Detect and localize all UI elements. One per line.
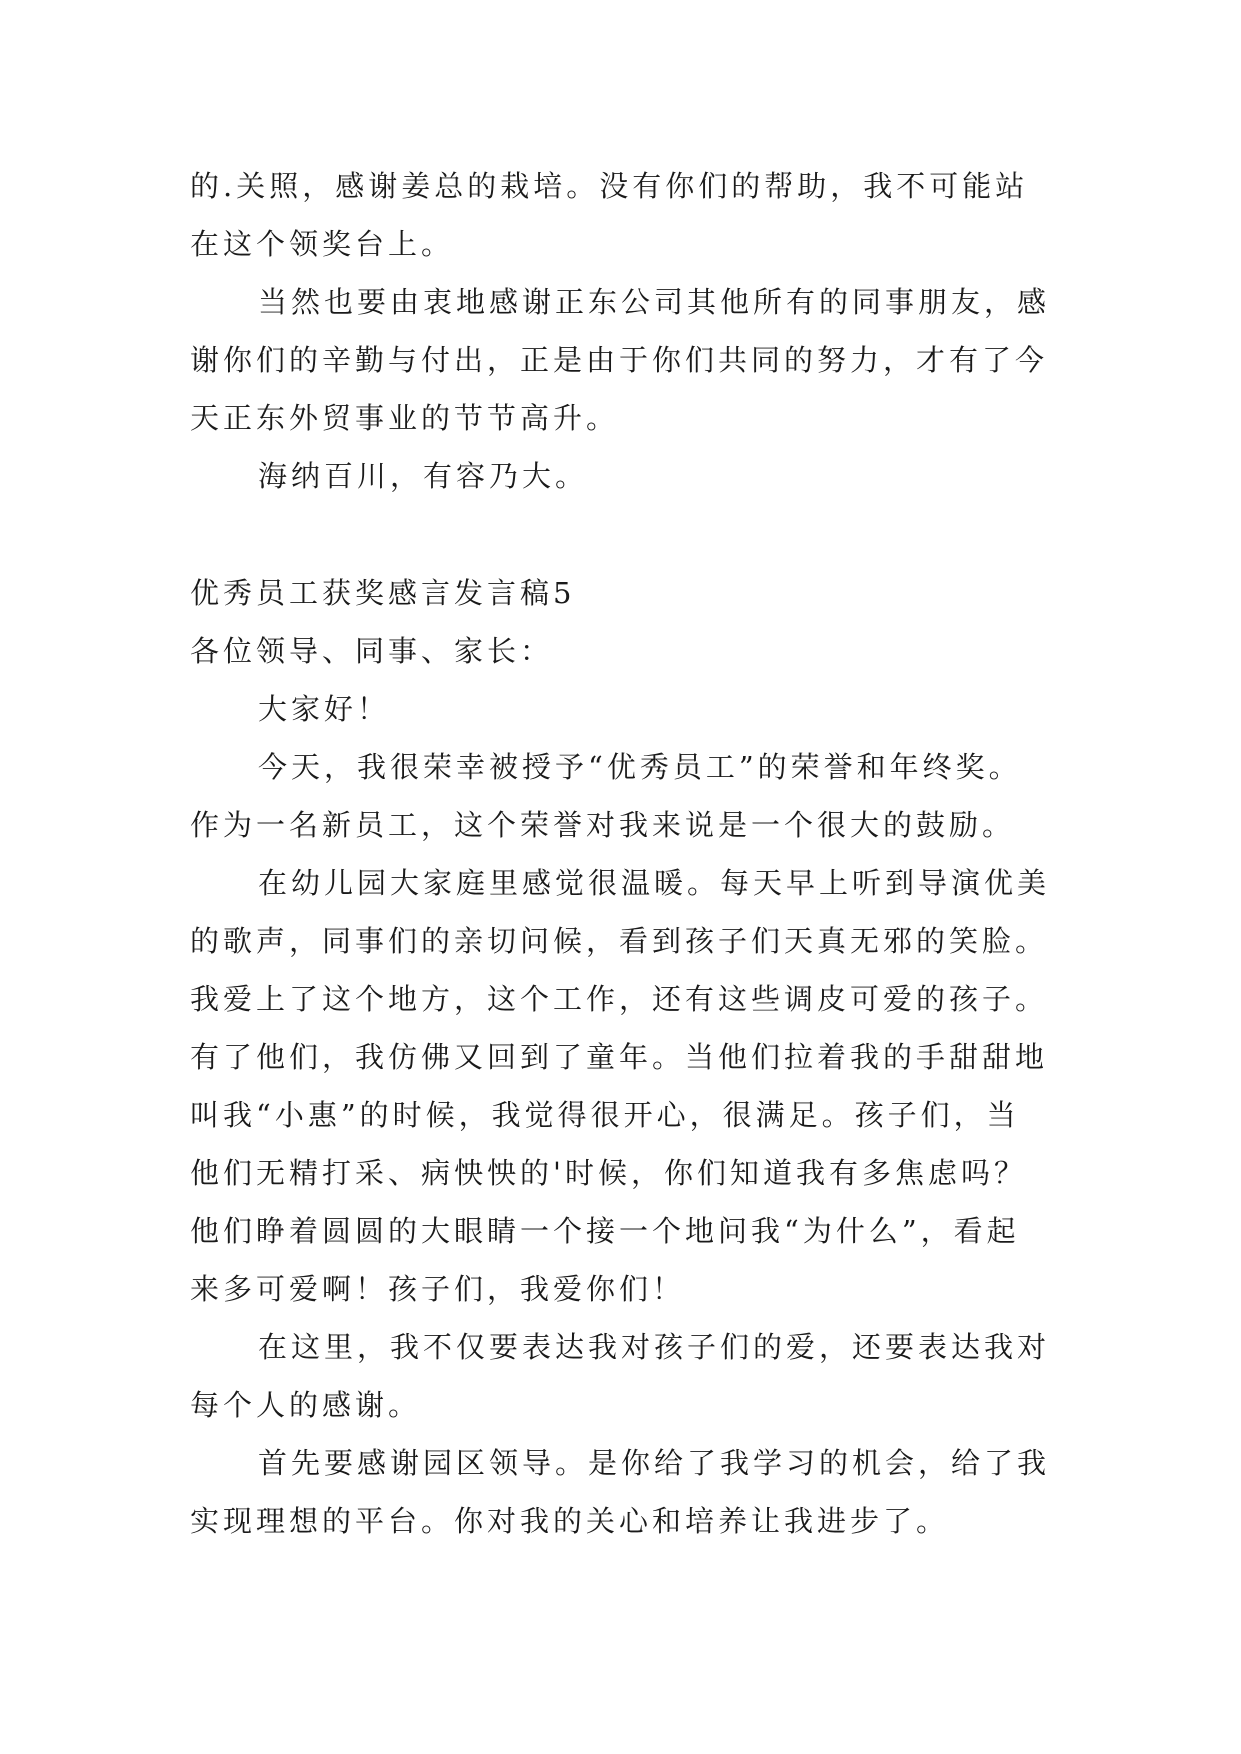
salutation: 各位领导、同事、家长： [190,634,554,668]
text-line: 作为一名新员工，这个荣誉对我来说是一个很大的鼓励。 [190,808,1016,842]
text-line: 的.关照，感谢姜总的栽培。没有你们的帮助，我不可能站 [190,169,1029,203]
text-line: 我爱上了这个地方，这个工作，还有这些调皮可爱的孩子。 [190,982,1049,1016]
text-line: 的歌声，同事们的亲切问候，看到孩子们天真无邪的笑脸。 [190,924,1049,958]
text-line: 有了他们，我仿佛又回到了童年。当他们拉着我的手甜甜地 [190,1040,1049,1074]
paragraph-first-line: 首先要感谢园区领导。是你给了我学习的机会，给了我 [258,1446,1051,1480]
text-line: 他们无精打采、病怏怏的'时候，你们知道我有多焦虑吗？ [190,1156,1027,1190]
text-line: 实现理想的平台。你对我的关心和培养让我进步了。 [190,1504,950,1538]
section-title: 优秀员工获奖感言发言稿5 [190,576,576,610]
paragraph-first-line: 在这里，我不仅要表达我对孩子们的爱，还要表达我对 [258,1330,1051,1364]
text-line: 来多可爱啊！孩子们，我爱你们！ [190,1272,686,1306]
text-line: 他们睁着圆圆的大眼睛一个接一个地问我“为什么”，看起 [190,1214,1020,1248]
text-line: 在这个领奖台上。 [190,227,455,261]
text-line: 叫我“小惠”的时候，我觉得很开心，很满足。孩子们，当 [190,1098,1020,1132]
paragraph-first-line: 今天，我很荣幸被授予“优秀员工”的荣誉和年终奖。 [258,750,1022,784]
text-line: 天正东外贸事业的节节高升。 [190,401,620,435]
text-line: 每个人的感谢。 [190,1388,422,1422]
paragraph-first-line: 在幼儿园大家庭里感觉很温暖。每天早上听到导演优美 [258,866,1051,900]
text-line: 谢你们的辛勤与付出，正是由于你们共同的努力，才有了今 [190,343,1049,377]
paragraph-first-line: 海纳百川，有容乃大。 [258,459,589,493]
paragraph-first-line: 当然也要由衷地感谢正东公司其他所有的同事朋友，感 [258,285,1051,319]
greeting: 大家好！ [258,692,391,726]
